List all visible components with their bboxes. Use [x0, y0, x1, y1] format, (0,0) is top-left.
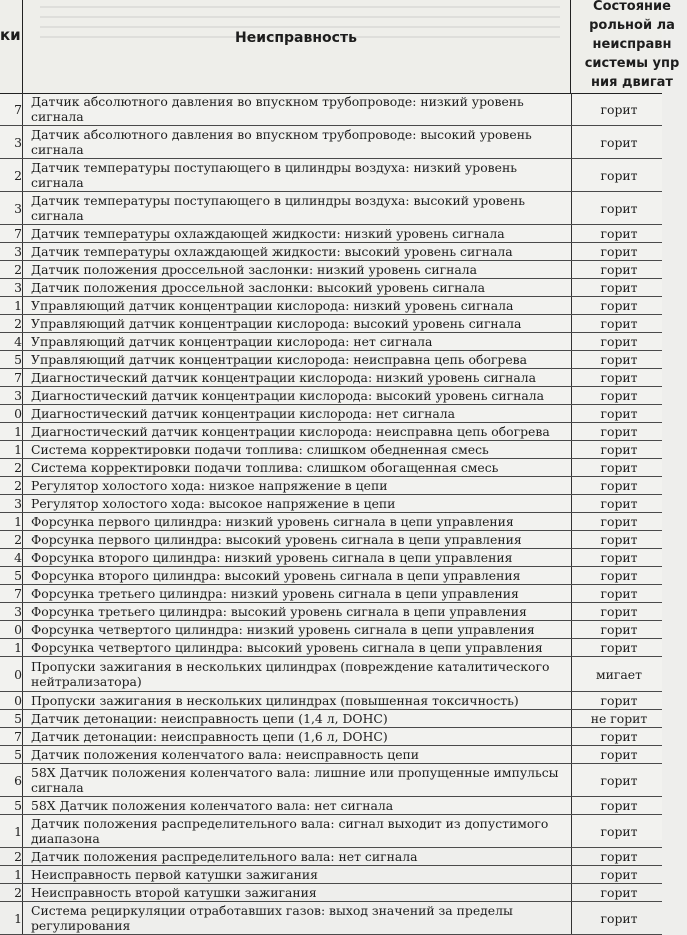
fault-description-cell: Датчик детонации: неисправность цепи (1,6 л, DOHC)	[23, 728, 572, 746]
table-row	[0, 243, 662, 261]
fault-description-cell: Система рециркуляции отработавших газов: выход значений за пределы регулирования	[23, 902, 572, 935]
table-row	[0, 387, 662, 405]
fault-description-cell: Диагностический датчик концентрации кислорода: высокий уровень сигнала	[23, 387, 572, 405]
fault-description-cell: Регулятор холостого хода: высокое напряжение в цепи	[23, 495, 572, 513]
fault-code-cell: 7	[0, 225, 23, 243]
fault-description-cell: Управляющий датчик концентрации кислорода: нет сигнала	[23, 333, 572, 351]
table-row	[0, 405, 662, 423]
lamp-state-cell: горит	[572, 93, 663, 126]
fault-code-cell: 7	[0, 93, 23, 126]
fault-column-header: Неисправность	[235, 30, 357, 46]
fault-description-cell: Диагностический датчик концентрации кислорода: неисправна цепь обогрева	[23, 423, 572, 441]
fault-code-cell: 2	[0, 884, 23, 902]
fault-code-cell: 5	[0, 351, 23, 369]
fault-description-cell: Управляющий датчик концентрации кислорода: неисправна цепь обогрева	[23, 351, 572, 369]
lamp-state-cell: горит	[572, 764, 663, 797]
fault-description-cell: Форсунка четвертого цилиндра: низкий уровень сигнала в цепи управления	[23, 621, 572, 639]
table-row	[0, 495, 662, 513]
lamp-state-cell: горит	[572, 126, 663, 159]
lamp-state-cell: горит	[572, 797, 663, 815]
fault-description-cell: Форсунка третьего цилиндра: низкий уровень сигнала в цепи управления	[23, 585, 572, 603]
lamp-state-cell: горит	[572, 567, 663, 585]
fault-code-cell: 3	[0, 387, 23, 405]
lamp-state-cell: горит	[572, 297, 663, 315]
fault-description-cell: Диагностический датчик концентрации кислорода: низкий уровень сигнала	[23, 369, 572, 387]
table-row	[0, 225, 662, 243]
fault-code-cell: 0	[0, 621, 23, 639]
table-row	[0, 531, 662, 549]
fault-code-cell: 3	[0, 495, 23, 513]
fault-code-cell: 1	[0, 423, 23, 441]
fault-description-cell: Форсунка первого цилиндра: высокий уровень сигнала в цепи управления	[23, 531, 572, 549]
fault-description-cell: 58X Датчик положения коленчатого вала: лишние или пропущенные импульсы сигнала	[23, 764, 572, 797]
fault-description-cell: Диагностический датчик концентрации кислорода: нет сигнала	[23, 405, 572, 423]
fault-description-cell: Регулятор холостого хода: низкое напряжение в цепи	[23, 477, 572, 495]
fault-code-cell: 4	[0, 333, 23, 351]
table-row	[0, 477, 662, 495]
fault-description-cell: Датчик температуры поступающего в цилиндры воздуха: высокий уровень сигнала	[23, 192, 572, 225]
fault-code-cell: 1	[0, 513, 23, 531]
table-row	[0, 549, 662, 567]
table-row	[0, 159, 662, 192]
table-row	[0, 639, 662, 657]
table-row	[0, 423, 662, 441]
fault-description-cell: Управляющий датчик концентрации кислорода: высокий уровень сигнала	[23, 315, 572, 333]
lamp-state-cell: горит	[572, 243, 663, 261]
fault-description-cell: Управляющий датчик концентрации кислорода: низкий уровень сигнала	[23, 297, 572, 315]
lamp-state-cell: горит	[572, 603, 663, 621]
table-row	[0, 297, 662, 315]
table-row	[0, 746, 662, 764]
lamp-state-cell: горит	[572, 477, 663, 495]
table-row	[0, 728, 662, 746]
table-row	[0, 126, 662, 159]
table-row	[0, 93, 662, 126]
fault-description-cell: Система корректировки подачи топлива: слишком обедненная смесь	[23, 441, 572, 459]
fault-description-cell: Пропуски зажигания в нескольких цилиндрах (повреждение каталитического нейтрализатора)	[23, 657, 572, 692]
fault-code-cell: 0	[0, 405, 23, 423]
table-row	[0, 567, 662, 585]
table-row	[0, 333, 662, 351]
column-divider	[22, 0, 23, 93]
lamp-state-cell: горит	[572, 387, 663, 405]
fault-code-cell: 4	[0, 549, 23, 567]
fault-code-cell: 7	[0, 585, 23, 603]
fault-code-cell: 1	[0, 902, 23, 935]
table-row	[0, 710, 662, 728]
table-row	[0, 513, 662, 531]
fault-code-cell: 3	[0, 603, 23, 621]
table-row	[0, 902, 662, 935]
lamp-state-cell: горит	[572, 459, 663, 477]
table-row	[0, 192, 662, 225]
lamp-state-cell: горит	[572, 728, 663, 746]
lamp-state-cell: горит	[572, 866, 663, 884]
table-row	[0, 351, 662, 369]
fault-description-cell: Форсунка четвертого цилиндра: высокий уровень сигнала в цепи управления	[23, 639, 572, 657]
lamp-state-cell: горит	[572, 495, 663, 513]
table-row	[0, 848, 662, 866]
fault-code-cell: 3	[0, 243, 23, 261]
fault-description-cell: Неисправность второй катушки зажигания	[23, 884, 572, 902]
lamp-state-cell: мигает	[572, 657, 663, 692]
lamp-state-cell: горит	[572, 315, 663, 333]
lamp-state-cell: горит	[572, 746, 663, 764]
fault-description-cell: Датчик детонации: неисправность цепи (1,4 л, DOHC)	[23, 710, 572, 728]
fault-code-cell: 2	[0, 159, 23, 192]
table-row	[0, 764, 662, 797]
lamp-state-cell: горит	[572, 621, 663, 639]
table-row	[0, 603, 662, 621]
lamp-state-cell: горит	[572, 333, 663, 351]
lamp-state-cell: горит	[572, 815, 663, 848]
fault-code-cell: 3	[0, 126, 23, 159]
fault-code-cell: 3	[0, 192, 23, 225]
fault-code-cell: 2	[0, 848, 23, 866]
table-row	[0, 692, 662, 710]
fault-code-cell: 7	[0, 369, 23, 387]
lamp-state-cell: горит	[572, 441, 663, 459]
fault-description-cell: Пропуски зажигания в нескольких цилиндрах (повышенная токсичность)	[23, 692, 572, 710]
fault-code-cell: 0	[0, 692, 23, 710]
fault-description-cell: Система корректировки подачи топлива: слишком обогащенная смесь	[23, 459, 572, 477]
table-row	[0, 657, 662, 692]
lamp-state-cell: горит	[572, 405, 663, 423]
lamp-state-cell: не горит	[572, 710, 663, 728]
lamp-state-cell: горит	[572, 261, 663, 279]
lamp-state-cell: горит	[572, 585, 663, 603]
fault-description-cell: Форсунка третьего цилиндра: высокий уровень сигнала в цепи управления	[23, 603, 572, 621]
table-row	[0, 815, 662, 848]
column-divider	[570, 0, 571, 93]
lamp-state-cell: горит	[572, 692, 663, 710]
fault-code-cell: 1	[0, 815, 23, 848]
fault-description-cell: Неисправность первой катушки зажигания	[23, 866, 572, 884]
table-row	[0, 884, 662, 902]
lamp-state-cell: горит	[572, 848, 663, 866]
lamp-state-cell: горит	[572, 225, 663, 243]
table-header	[0, 0, 680, 94]
fault-description-cell: Датчик температуры поступающего в цилиндры воздуха: низкий уровень сигнала	[23, 159, 572, 192]
fault-code-cell: 2	[0, 261, 23, 279]
table-row	[0, 459, 662, 477]
fault-description-cell: Датчик температуры охлаждающей жидкости: низкий уровень сигнала	[23, 225, 572, 243]
fault-code-cell: 1	[0, 297, 23, 315]
fault-code-cell: 5	[0, 567, 23, 585]
lamp-state-cell: горит	[572, 902, 663, 935]
fault-description-cell: Форсунка первого цилиндра: низкий уровень сигнала в цепи управления	[23, 513, 572, 531]
fault-description-cell: Датчик положения распределительного вала: сигнал выходит из допустимого диапазона	[23, 815, 572, 848]
table-row	[0, 797, 662, 815]
lamp-state-cell: горит	[572, 369, 663, 387]
lamp-state-cell: горит	[572, 159, 663, 192]
lamp-state-cell: горит	[572, 192, 663, 225]
table-row	[0, 585, 662, 603]
fault-code-cell: 6	[0, 764, 23, 797]
table-row	[0, 261, 662, 279]
table-row	[0, 621, 662, 639]
fault-code-cell: 0	[0, 657, 23, 692]
fault-code-cell: 1	[0, 639, 23, 657]
fault-code-cell: 1	[0, 866, 23, 884]
fault-code-cell: 2	[0, 531, 23, 549]
fault-code-cell: 7	[0, 728, 23, 746]
table-row	[0, 369, 662, 387]
fault-code-cell: 2	[0, 315, 23, 333]
table-row	[0, 866, 662, 884]
fault-description-cell: Датчик положения дроссельной заслонки: высокий уровень сигнала	[23, 279, 572, 297]
lamp-state-cell: горит	[572, 549, 663, 567]
state-column-header: Состояние рольной ла неисправн системы упр ния двигат	[584, 0, 680, 90]
lamp-state-cell: горит	[572, 639, 663, 657]
fault-description-cell: Датчик положения распределительного вала: нет сигнала	[23, 848, 572, 866]
fault-description-cell: Датчик положения дроссельной заслонки: низкий уровень сигнала	[23, 261, 572, 279]
table-row	[0, 315, 662, 333]
lamp-state-cell: горит	[572, 351, 663, 369]
fault-code-cell: 1	[0, 441, 23, 459]
fault-description-cell: Датчик положения коленчатого вала: неисправность цепи	[23, 746, 572, 764]
lamp-state-cell: горит	[572, 513, 663, 531]
fault-description-cell: Форсунка второго цилиндра: низкий уровень сигнала в цепи управления	[23, 549, 572, 567]
fault-description-cell: Датчик абсолютного давления во впускном трубопроводе: высокий уровень сигнала	[23, 126, 572, 159]
fault-code-cell: 3	[0, 279, 23, 297]
lamp-state-cell: горит	[572, 279, 663, 297]
fault-table	[0, 93, 662, 935]
fault-description-cell: Форсунка второго цилиндра: высокий уровень сигнала в цепи управления	[23, 567, 572, 585]
code-column-header: ки	[0, 26, 21, 44]
fault-description-cell: 58X Датчик положения коленчатого вала: нет сигнала	[23, 797, 572, 815]
fault-description-cell: Датчик абсолютного давления во впускном трубопроводе: низкий уровень сигнала	[23, 93, 572, 126]
fault-code-cell: 5	[0, 797, 23, 815]
table-row	[0, 279, 662, 297]
table-row	[0, 441, 662, 459]
fault-code-cell: 2	[0, 459, 23, 477]
fault-description-cell: Датчик температуры охлаждающей жидкости: высокий уровень сигнала	[23, 243, 572, 261]
fault-code-cell: 5	[0, 746, 23, 764]
lamp-state-cell: горит	[572, 423, 663, 441]
fault-code-cell: 2	[0, 477, 23, 495]
fault-code-cell: 5	[0, 710, 23, 728]
lamp-state-cell: горит	[572, 531, 663, 549]
lamp-state-cell: горит	[572, 884, 663, 902]
